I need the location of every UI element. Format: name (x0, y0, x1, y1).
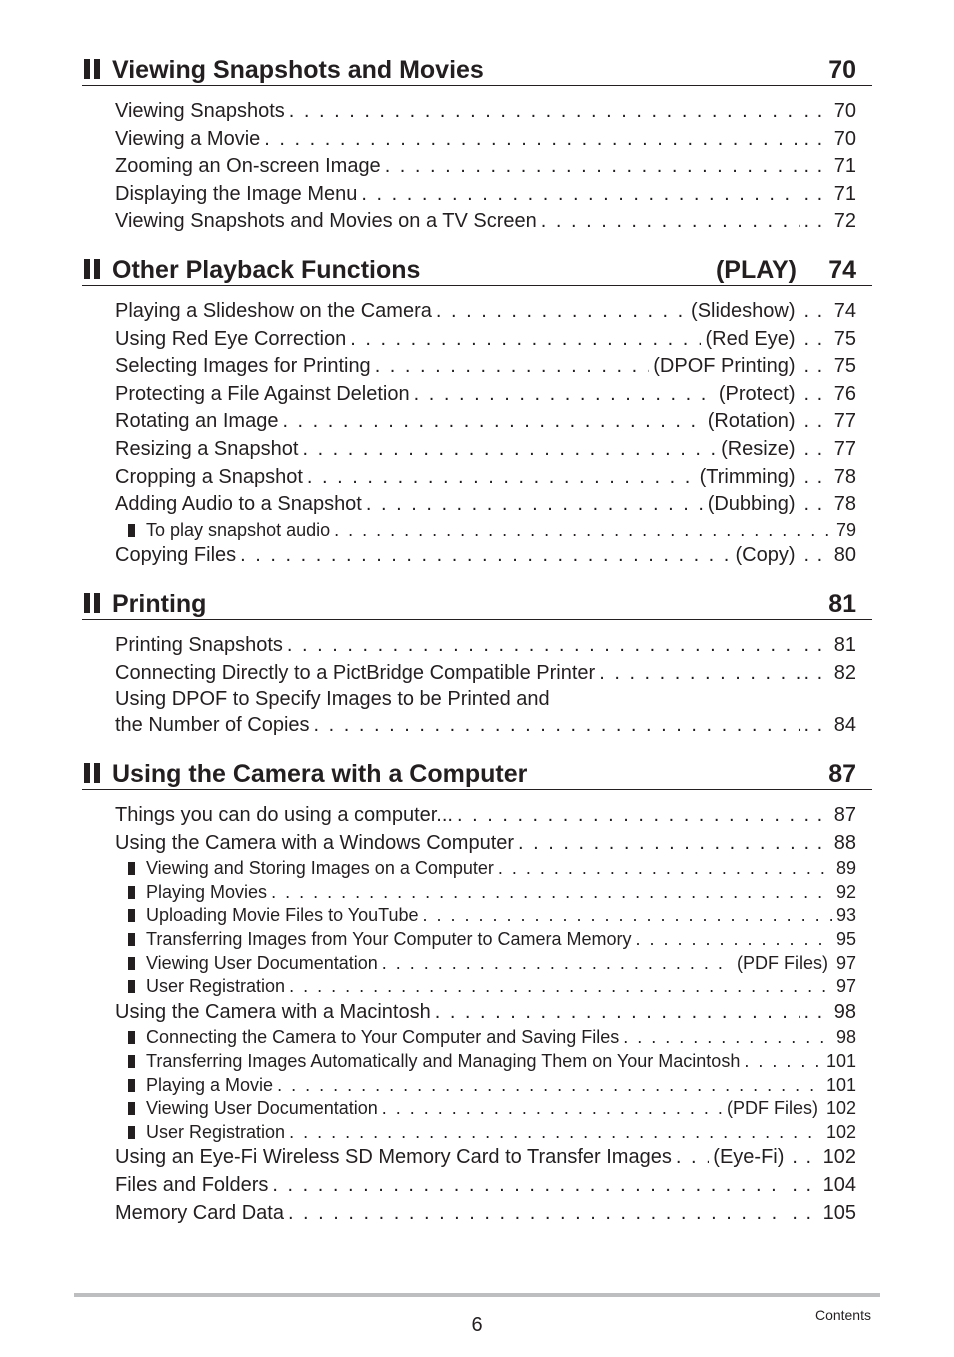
toc-entry[interactable] (115, 326, 856, 354)
bullet-icon (128, 1079, 135, 1092)
toc-entry[interactable] (115, 181, 856, 209)
dot-leader (498, 857, 832, 881)
toc-entry[interactable] (115, 712, 856, 740)
entry-label: (PDF Files) (736, 952, 828, 973)
entry-title: Adding Audio to a Snapshot (115, 493, 362, 516)
bullet-icon (128, 862, 135, 875)
dot-leader (423, 904, 832, 928)
toc-entry[interactable] (115, 1200, 856, 1228)
entry-list (82, 286, 872, 570)
toc-entry[interactable] (115, 491, 856, 519)
toc-entry[interactable] (115, 1172, 856, 1200)
dot-leader (289, 1121, 822, 1145)
entry-page-number: . . 80 (804, 542, 856, 570)
entry-label: (Resize) (721, 437, 796, 460)
entry-title: Displaying the Image Menu (115, 182, 358, 205)
entry-page-number: . . 104 (792, 1172, 856, 1200)
entry-list (82, 790, 872, 1227)
toc-entry[interactable] (115, 1144, 856, 1172)
footer-rule (74, 1293, 880, 1297)
dot-leader (623, 1026, 832, 1050)
entry-title: Using DPOF to Specify Images to be Printed and (115, 688, 550, 711)
entry-page-number: . . 70 (804, 126, 856, 154)
dot-leader (382, 952, 733, 976)
dot-leader (435, 999, 800, 1027)
entry-title: Files and Folders (115, 1173, 269, 1196)
dot-leader (744, 1050, 822, 1074)
entry-title: Copying Files (115, 544, 237, 567)
entry-title: Printing Snapshots (115, 634, 283, 656)
entry-title: Viewing a Movie (115, 127, 261, 150)
dot-leader (382, 1097, 723, 1121)
toc-section (82, 585, 872, 740)
dot-leader (541, 208, 800, 236)
entry-title: Resizing a Snapshot (115, 437, 299, 460)
bullet-icon (128, 886, 135, 899)
entry-page-number: . . 70 (804, 98, 856, 126)
toc-subentry[interactable] (128, 1074, 856, 1098)
entry-title: Using Red Eye Correction (115, 327, 347, 350)
section-heading[interactable] (82, 51, 872, 86)
entry-title: Playing Movies (146, 881, 268, 902)
dot-leader (366, 491, 704, 519)
entry-page-number: . . 82 (804, 660, 856, 688)
entry-title: Viewing and Storing Images on a Computer (146, 858, 494, 879)
section-page-number: 87 (828, 760, 856, 788)
bullet-icon (128, 1031, 135, 1044)
toc-entry[interactable] (115, 153, 856, 181)
section-page-number: 74 (828, 256, 856, 284)
entry-page-number: . . 71 (804, 153, 856, 181)
section-marker-icon (84, 763, 100, 783)
entry-title: Using the Camera with a Macintosh (115, 1000, 431, 1023)
dot-leader (288, 1200, 788, 1228)
entry-title: Connecting Directly to a PictBridge Compatible Printer (115, 661, 596, 684)
entry-page-number: . . 76 (804, 381, 856, 409)
bullet-icon (128, 524, 135, 537)
toc-entry[interactable] (115, 542, 856, 570)
entry-page-number: 89 (835, 858, 856, 879)
toc-subentry[interactable] (128, 928, 856, 952)
toc-subentry[interactable] (128, 904, 856, 928)
entry-page-number: 79 (835, 519, 856, 540)
entry-list (82, 620, 872, 740)
entry-title: Rotating an Image (115, 410, 279, 433)
entry-page-number: 98 (835, 1027, 856, 1048)
dot-leader (436, 298, 687, 326)
entry-title: Viewing User Documentation (146, 952, 378, 973)
dot-leader (277, 1074, 822, 1098)
section-subtitle: (PLAY) (715, 256, 797, 284)
section-marker-icon (84, 259, 100, 279)
entry-label: (Trimming) (699, 465, 796, 488)
entry-label: (DPOF Printing) (653, 355, 796, 378)
dot-leader (518, 830, 799, 858)
entry-title: Memory Card Data (115, 1201, 284, 1224)
entry-page-number: 101 (825, 1050, 856, 1071)
toc-section (82, 251, 872, 570)
bullet-icon (128, 1102, 135, 1115)
entry-title: Viewing User Documentation (146, 1098, 378, 1119)
entry-title: Transferring Images Automatically and Managing Them on Your Macintosh (146, 1050, 741, 1071)
toc-entry[interactable] (115, 98, 856, 126)
entry-page-number: 102 (825, 1098, 856, 1119)
dot-leader (272, 1172, 788, 1200)
dot-leader (676, 1144, 709, 1172)
section-heading[interactable] (82, 251, 872, 286)
entry-page-number: . . 75 (804, 326, 856, 354)
entry-page-number: . . 102 (792, 1144, 856, 1172)
dot-leader (271, 881, 832, 905)
entry-page-number: . . 98 (804, 999, 856, 1027)
toc-entry[interactable] (115, 802, 856, 830)
entry-page-number: . . 88 (804, 830, 856, 858)
entry-title: To play snapshot audio (146, 519, 331, 540)
entry-title: Things you can do using a computer... (115, 804, 453, 826)
dot-leader (636, 928, 832, 952)
dot-leader (240, 542, 731, 570)
entry-page-number: . . 105 (792, 1200, 856, 1228)
dot-leader (289, 975, 832, 999)
entry-label: (Slideshow) (691, 300, 796, 322)
entry-title: Zooming an On-screen Image (115, 155, 381, 178)
entry-title: Using an Eye-Fi Wireless SD Memory Card to Transfer Images (115, 1146, 672, 1169)
entry-page-number: 93 (835, 905, 856, 926)
entry-label: (Red Eye) (705, 327, 796, 350)
section-page-number: 81 (828, 590, 856, 618)
entry-title: Playing a Slideshow on the Camera (115, 300, 432, 322)
toc-entry-first-line[interactable] (115, 687, 856, 712)
entry-title: Using the Camera with a Windows Computer (115, 831, 515, 854)
section-page-number: 70 (828, 56, 856, 84)
entry-title: User Registration (146, 976, 286, 997)
dot-leader (314, 712, 800, 740)
entry-title: Viewing Snapshots and Movies on a TV Screen (115, 210, 537, 233)
dot-leader (457, 802, 800, 830)
entry-title: Protecting a File Against Deletion (115, 382, 410, 405)
entry-page-number: . . 77 (804, 436, 856, 464)
entry-page-number: . . 87 (804, 802, 856, 830)
toc-subentry[interactable] (128, 1121, 856, 1145)
entry-page-number: . . 72 (804, 208, 856, 236)
toc-subentry[interactable] (128, 519, 856, 543)
dot-leader (289, 98, 800, 126)
entry-label: (Dubbing) (707, 493, 796, 516)
entry-page-number: . . 75 (804, 353, 856, 381)
toc-entry[interactable] (115, 632, 856, 660)
dot-leader (302, 436, 717, 464)
entry-page-number: . . 74 (804, 298, 856, 326)
entry-page-number: . . 78 (804, 464, 856, 492)
toc-entry[interactable] (115, 298, 856, 326)
entry-title: Transferring Images from Your Computer to Camera Memory (146, 928, 632, 949)
dot-leader (414, 381, 715, 409)
toc-subentry[interactable] (128, 857, 856, 881)
section-heading[interactable] (82, 585, 872, 620)
entry-title: the Number of Copies (115, 714, 310, 737)
entry-label: (Eye-Fi) (713, 1146, 785, 1169)
toc-entry[interactable] (115, 353, 856, 381)
toc-entry[interactable] (115, 999, 856, 1027)
entry-page-number: . . 71 (804, 181, 856, 209)
toc-entry[interactable] (115, 126, 856, 154)
page-number: 6 (471, 1314, 483, 1336)
toc-entry[interactable] (115, 208, 856, 236)
entry-page-number: 92 (835, 881, 856, 902)
entry-page-number: 101 (825, 1074, 856, 1095)
section-title: Using the Camera with a Computer (112, 760, 528, 788)
entry-page-number: . . 77 (804, 408, 856, 436)
section-marker-icon (84, 593, 100, 613)
bullet-icon (128, 909, 135, 922)
toc-subentry[interactable] (128, 1097, 856, 1121)
dot-leader (264, 126, 799, 154)
entry-page-number: . . 81 (804, 632, 856, 660)
entry-page-number: 102 (825, 1121, 856, 1142)
entry-page-number: 95 (835, 928, 856, 949)
toc-subentry[interactable] (128, 1050, 856, 1074)
dot-leader (375, 353, 650, 381)
section-heading[interactable] (82, 755, 872, 790)
section-title: Printing (112, 590, 207, 618)
entry-label: (PDF Files) (726, 1098, 818, 1119)
dot-leader (361, 181, 799, 209)
dot-leader (599, 660, 799, 688)
entry-page-number: . . 78 (804, 491, 856, 519)
footer-label: Contents (814, 1307, 871, 1323)
entry-title: Selecting Images for Printing (115, 355, 371, 378)
section-marker-icon (84, 59, 100, 79)
entry-label: (Rotation) (707, 410, 796, 433)
toc-subentry[interactable] (128, 881, 856, 905)
entry-label: (Copy) (735, 544, 796, 567)
bullet-icon (128, 933, 135, 946)
dot-leader (307, 464, 696, 492)
bullet-icon (128, 1126, 135, 1139)
entry-label: (Protect) (718, 382, 796, 405)
dot-leader (282, 408, 703, 436)
toc-entry[interactable] (115, 660, 856, 688)
toc-section (82, 755, 872, 1227)
bullet-icon (128, 1055, 135, 1068)
entry-page-number: . . 84 (804, 712, 856, 740)
bullet-icon (128, 980, 135, 993)
dot-leader (287, 632, 800, 660)
entry-list (82, 86, 872, 236)
entry-title: User Registration (146, 1121, 286, 1142)
section-title: Other Playback Functions (112, 256, 421, 284)
entry-title: Cropping a Snapshot (115, 465, 303, 488)
section-title: Viewing Snapshots and Movies (112, 56, 484, 84)
toc-section (82, 51, 872, 236)
entry-title: Viewing Snapshots (115, 100, 285, 122)
toc-subentry[interactable] (128, 975, 856, 999)
dot-leader (385, 153, 800, 181)
entry-title: Connecting the Camera to Your Computer and Saving Files (146, 1027, 620, 1048)
toc-entry[interactable] (115, 436, 856, 464)
entry-title: Uploading Movie Files to YouTube (146, 905, 419, 926)
toc-subentry[interactable] (128, 952, 856, 976)
entry-page-number: 97 (835, 976, 856, 997)
toc-entry[interactable] (115, 381, 856, 409)
dot-leader (334, 519, 832, 543)
toc-entry[interactable] (115, 464, 856, 492)
entry-title: Playing a Movie (146, 1074, 274, 1095)
bullet-icon (128, 957, 135, 970)
toc-entry[interactable] (115, 830, 856, 858)
entry-page-number: 97 (835, 952, 856, 973)
dot-leader (350, 326, 701, 354)
toc-entry[interactable] (115, 408, 856, 436)
toc-subentry[interactable] (128, 1026, 856, 1050)
